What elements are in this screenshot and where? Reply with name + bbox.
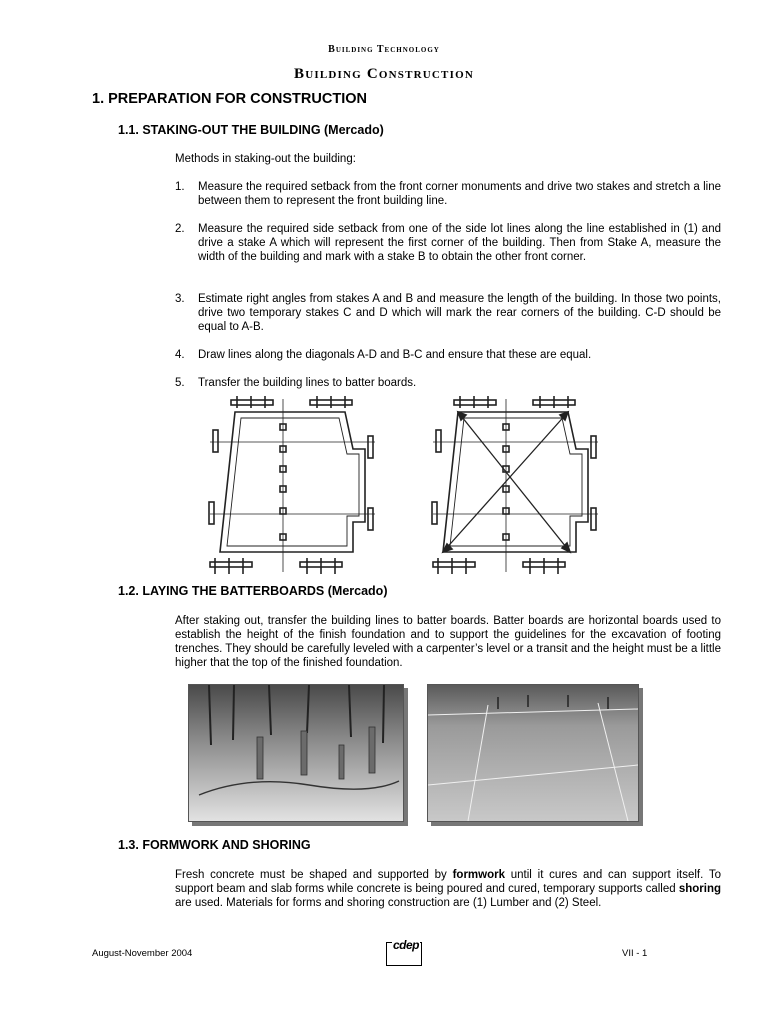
text-run: are used. Materials for forms and shoring construction are (1) Lumber and (2) Steel. <box>175 897 602 909</box>
section-1-3-heading: 1.3. FORMWORK AND SHORING <box>118 838 311 852</box>
text-run: Fresh concrete must be shaped and supported by <box>175 869 453 881</box>
section-1-heading: 1. PREPARATION FOR CONSTRUCTION <box>92 91 367 107</box>
graded-site-photo <box>427 684 639 822</box>
term-shoring: shoring <box>678 883 721 895</box>
list-text: Estimate right angles from stakes A and B and measure the length of the building. In those two points, drive two temporary stakes C and D which will mark the rear corners of the building. C-D should be equal to A-B. <box>198 293 721 333</box>
cdep-logo-text: cdep <box>393 938 420 952</box>
list-text: Measure the required setback from the front corner monuments and drive two stakes and stretch a line between them to represent the front building line. <box>198 181 721 207</box>
term-formwork: formwork <box>452 869 505 881</box>
list-number: 1. <box>175 181 185 193</box>
text-run: until it cures and can support itself. To support beam and slab forms while concrete is being poured and cured, temporary supports called <box>175 869 721 895</box>
page-number: VII - 1 <box>622 948 648 959</box>
section-1-2-heading: 1.2. LAYING THE BATTERBOARDS (Mercado) <box>118 584 388 598</box>
formwork-paragraph <box>175 868 721 910</box>
section-1-1-heading: 1.1. STAKING-OUT THE BUILDING (Mercado) <box>118 123 384 137</box>
list-text: Transfer the building lines to batter boards. <box>198 377 417 389</box>
footer-date: August-November 2004 <box>92 948 193 959</box>
batter-board-diagram-diagonals <box>428 394 608 580</box>
list-number: 4. <box>175 349 185 361</box>
batter-board-diagram-outline <box>205 394 385 580</box>
list-text: Measure the required side setback from one of the side lot lines along the line established in (1) and drive a stake A which will represent the first corner of the building. Then from Stake A, measure the width of the building and mark with a stake B to obtain the other front corner. <box>198 223 721 263</box>
staking-intro: Methods in staking-out the building: <box>175 153 356 165</box>
list-number: 5. <box>175 377 185 389</box>
list-number: 2. <box>175 223 185 235</box>
list-number: 3. <box>175 293 185 305</box>
list-text: Draw lines along the diagonals A-D and B-C and ensure that these are equal. <box>198 349 592 361</box>
running-header: Building Technology <box>328 44 440 55</box>
batterboards-paragraph: After staking out, transfer the building lines to batter boards. Batter boards are horizontal boards used to establish the height of the finish foundation and to support the guidelines for the excavation of footing trenches. They should be carefully leveled with a carpenter’s level or a transit and the height must be a little higher that the top of the finished foundation. <box>175 615 721 669</box>
stakes-photo <box>188 684 404 822</box>
cdep-logo <box>386 938 422 966</box>
document-title: Building Construction <box>294 66 474 82</box>
